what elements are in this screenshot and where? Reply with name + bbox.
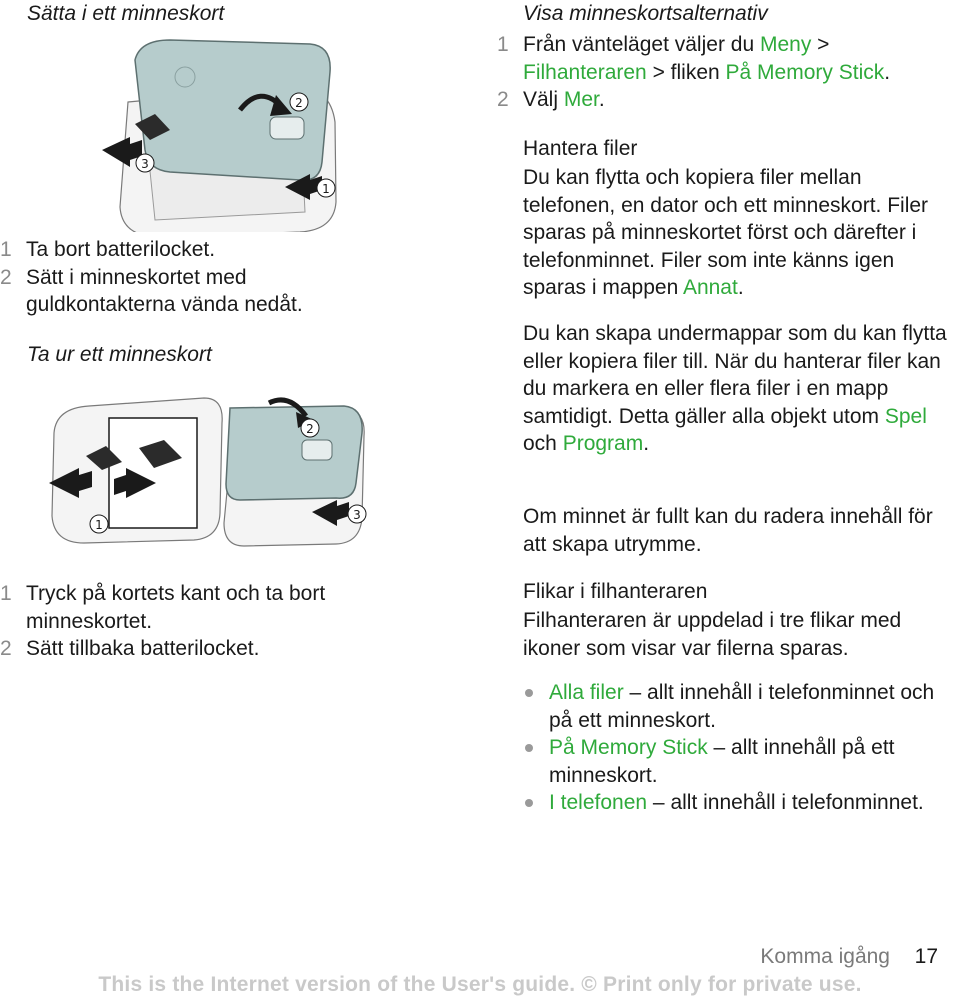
- insert-step-2-text: Sätt i minneskortet med guldkontakterna vända nedåt.: [26, 265, 303, 316]
- options-step-2: [497, 86, 947, 114]
- remove-step-1-text: Tryck på kortets kant och ta bort minneskortet.: [26, 582, 326, 633]
- figure1-marker-1-label: 1: [322, 182, 330, 196]
- menu-item-filhanteraren: Filhanteraren: [523, 60, 647, 84]
- manage-files-p2-end: .: [643, 432, 650, 455]
- options-step-1-text-b: > fliken: [646, 60, 726, 84]
- figure1-marker-2-label: 2: [295, 96, 303, 110]
- options-step-1-text-a: Från vänteläget väljer du: [523, 33, 760, 56]
- insert-steps-list: [0, 236, 395, 319]
- figure2-marker-3-label: 3: [353, 508, 361, 522]
- camera-window: [270, 117, 304, 139]
- options-steps-list: [497, 31, 947, 114]
- remove-steps-list: [0, 580, 330, 663]
- footer-section-name: Komma igång: [760, 945, 890, 968]
- options-step-2-text: Välj: [523, 88, 564, 111]
- manage-files-paragraph-3: Om minnet är fullt kan du radera innehåll för att skapa utrymme.: [523, 505, 933, 556]
- figure2-marker-1-label: 1: [95, 518, 103, 532]
- item-program: Program: [562, 432, 644, 455]
- tab-item-alla-filer: [497, 679, 952, 734]
- manage-files-paragraph-1: [523, 164, 953, 302]
- tabs-heading: Flikar i filhanteraren: [523, 580, 708, 603]
- insert-step-1: [0, 236, 395, 264]
- bullet-icon: [525, 744, 533, 752]
- tab-item-alla-filer-desc: – allt innehåll i telefonminnet och på ett minneskort.: [549, 681, 935, 732]
- tabs-intro: Filhanteraren är uppdelad i tre flikar med ikoner som visar var filerna sparas.: [523, 609, 902, 660]
- insert-card-heading: Sätta i ett minneskort: [27, 2, 225, 25]
- footer-watermark: This is the Internet version of the User's guide. © Print only for private use.: [98, 973, 862, 996]
- tab-item-i-telefonen-desc: – allt innehåll i telefonminnet.: [647, 791, 924, 814]
- folder-annat: Annat: [682, 276, 738, 299]
- bullet-icon: [525, 799, 533, 807]
- tab-pa-memory-stick: På Memory Stick: [725, 60, 885, 84]
- bullet-icon: [525, 689, 533, 697]
- figure2-marker-2-label: 2: [306, 422, 314, 436]
- footer-page-number: 17: [914, 945, 938, 968]
- options-step-2-number: 2: [497, 88, 509, 111]
- manage-files-p2-and: och: [523, 432, 563, 455]
- figure1-marker-3-label: 3: [141, 157, 149, 171]
- item-spel: Spel: [884, 404, 927, 428]
- menu-item-meny: Meny: [759, 33, 812, 56]
- manage-files-p1-end: .: [737, 276, 744, 299]
- menu-item-mer: Mer: [563, 88, 599, 111]
- manage-files-paragraph-2: [523, 320, 953, 458]
- options-step-1-sep-a: >: [811, 33, 830, 56]
- tab-item-alla-filer-name: Alla filer: [549, 681, 624, 704]
- remove-step-1-number: 1: [0, 582, 12, 605]
- options-step-2-end: .: [598, 88, 605, 111]
- tab-item-pa-memory-stick: [497, 734, 952, 789]
- manage-files-p1-text: Du kan flytta och kopiera filer mellan telefonen, en dator och ett minneskort. Filer sparas på minneskortet först och därefter i telefonminnet. Filer som inte känns igen sparas i mappen: [523, 166, 929, 299]
- insert-step-2: [0, 264, 395, 319]
- card-detail-box: [109, 418, 197, 528]
- camera-window-right: [302, 440, 332, 460]
- options-step-1-number: 1: [497, 33, 509, 56]
- manage-files-heading: Hantera filer: [523, 137, 638, 160]
- tab-item-i-telefonen-name: I telefonen: [549, 791, 648, 814]
- insert-step-1-number: 1: [0, 238, 12, 261]
- remove-step-1: [0, 580, 330, 635]
- options-step-1-end: .: [884, 60, 891, 84]
- insert-card-illustration: [100, 32, 345, 232]
- remove-card-heading: Ta ur ett minneskort: [27, 343, 212, 366]
- options-heading: Visa minneskortsalternativ: [523, 2, 768, 25]
- tabs-list: [497, 679, 952, 817]
- insert-step-2-number: 2: [0, 265, 12, 289]
- tab-item-pa-memory-stick-name: På Memory Stick: [549, 736, 708, 759]
- remove-step-2-text: Sätt tillbaka batterilocket.: [26, 637, 260, 660]
- battery-cover-right: [226, 406, 362, 500]
- tab-item-i-telefonen: [497, 789, 952, 817]
- remove-step-2: [0, 635, 330, 663]
- manage-files-p2-text: Du kan skapa undermappar som du kan flytta eller kopiera filer till. När du hanterar filer kan du markera en eller flera filer i en mapp samtidigt. Detta gäller alla objekt utom: [523, 322, 947, 428]
- options-step-1: [497, 31, 947, 86]
- insert-step-1-text: Ta bort batterilocket.: [26, 238, 216, 261]
- remove-card-illustration: [44, 388, 374, 548]
- tab-item-pa-memory-stick-desc: – allt innehåll på ett minneskort.: [549, 736, 895, 787]
- remove-step-2-number: 2: [0, 637, 12, 660]
